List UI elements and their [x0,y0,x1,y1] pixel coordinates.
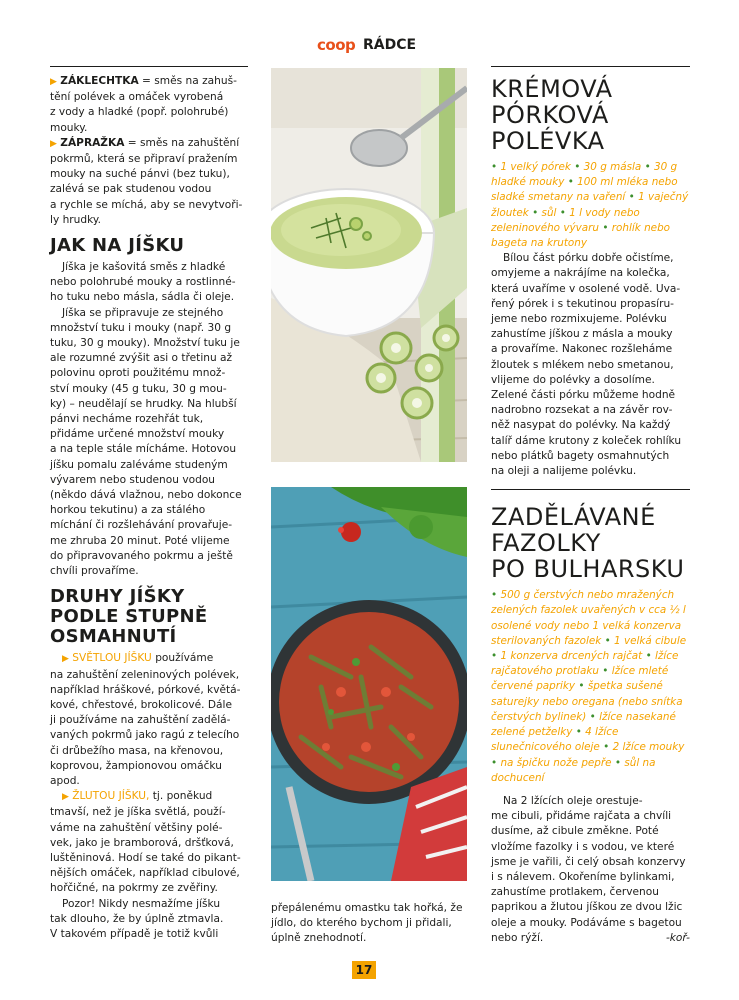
page-number: 17 [352,961,376,979]
page-header [0,36,739,56]
middle-continuation-text: přepálenému omastku tak hořká, že jídlo, do kterého bychom ji přidali, úplně znehodnotí. [271,902,463,945]
triangle-bullet-icon: ▶ [50,77,57,87]
heading-jak-na-jisku: JAK NA JÍŠKU [50,235,185,257]
triangle-bullet-icon: ▶ [62,792,69,803]
author-signature: -koř- [665,931,690,944]
recipe2-title: ZADĚLÁVANÉ FAZOLKY PO BULHARSKU [491,503,685,584]
zaklechtka-term: ZÁKLECHTKA [60,75,139,87]
triangle-bullet-icon: ▶ [50,138,57,149]
zaklechtka-definition: ▶ ZÁKLECHTKA = směs na zahuš- tění polévek a omáček vyrobená z vody a hladké (popř. polohrubé) mouky. [50,75,237,134]
beans-illustration [271,487,467,881]
heading-druhy-jisky: DRUHY JÍŠKY PODLE STUPNĚ OSMAHNUTÍ [50,586,208,648]
left-column [50,74,248,942]
paragraph-svetla-jiska: ▶ SVĚTLOU JÍŠKU používáme na zahuštění zeleninových polévek, například hráškové, pórkové, květá- kové, chřestové, brokolicové. Dále ji používáme na zahuštění zadělá- vaných pokrmů jako ragú z telecího či drůbežího masa, na křenovou, koprovou, žampionovou omáčku apod. [50,652,241,787]
zluta-jiska-term: ŽLUTOU JÍŠKU, [72,790,150,803]
recipe2-ingredients: • 500 g čerstvých nebo mražených zelených fazolek uvařených v cca ½ l osolené vody nebo 1 velká konzerva sterilovaných fazolek • 1 velká cibule • 1 konzerva drcených rajčat • lžíce rajčatového protlaku • lžíce mleté červené papriky • špetka sušené saturejky nebo oregana (nebo snítka čerstvých bylinek) • lžíce nasekané zelené petželky • 4 lžíce slunečnicového oleje • 2 lžíce mouky • na špičku nože pepře • sůl na dochucení [491,589,687,784]
paragraph-jiska-preparation: Jíška se připravuje ze stejného množství tuku i mouky (např. 30 g tuku, 30 g mouky). Množství tuku je ale rozumné zvýšit asi o třetinu až polovinu oproti použitému množ- ství mouky (45 g tuku, 30 g mou- ky) – neudělají se hrudky. Na hlubší pánvi necháme rozehřát tuk, přidáme určené množství mouky a na teple stále mícháme. Hotovou jíšku pomalu zaléváme studeným vývarem nebo studenou vodou (někdo dává vlažnou, nebo dokonce horkou tekutinu) a za stálého míchání či rozšlehávání provařuje- me zhruba 20 minut. Poté vlijeme do připravovaného pokrmu a ještě chvíli provaříme. [50,306,242,578]
recipe1-title: KRÉMOVÁ PÓRKOVÁ POLÉVKA [491,75,613,155]
header-rule-left [50,66,248,67]
recipe-divider [491,489,690,490]
leek-soup-illustration [271,68,467,462]
bulgarian-beans-photo [271,487,467,881]
header-rule-right [491,66,690,67]
paragraph-jiska-intro: Jíška je kašovitá směs z hladké nebo polohrubé mouky a rostlinné- ho tuku nebo másla, sádla či oleje. [50,261,236,304]
zapraska-term: ZÁPRAŽKA [60,136,125,149]
right-column [491,76,690,946]
leek-soup-photo [271,68,467,462]
section-title: RÁDCE [363,37,417,53]
triangle-bullet-icon: ▶ [62,654,69,665]
recipe1-method: Bílou část pórku dobře očistíme, omyjeme a nakrájíme na kolečka, která uvaříme v osolené vodě. Uva- řený pórek i s tekutinou propasíru- jeme nebo rozmixujeme. Polévku zahustíme jíškou z másla a mouky a provaříme. Nakonec rozšleháme žloutek s mlékem nebo smetanou, vlijeme do polévky a dosolíme. Zelené části pórku můžeme hodně nadrobno rozsekat a na závěr rov- něž nasypat do polévky. Na každý talíř dáme krutony z koleček rohlíku nebo plátků bagety osmahnutých na oleji a nalijeme polévku. [491,252,682,478]
paragraph-pozor: Pozor! Nikdy nesmažíme jíšku tak dlouho, že by úplně ztmavla. V takovém případě je totiž kvůli [50,897,224,940]
paragraph-zluta-jiska: ▶ ŽLUTOU JÍŠKU, tj. poněkud tmavší, než je jíška světlá, použí- váme na zahuštění většiny polé- vek, jako je bramborová, dršťková, luštěninová. Hodí se také do pikant- nějších omáček, například cibulové, hořčičné, na pokrmy ze zvěřiny. [50,790,241,895]
zapraska-definition: ▶ ZÁPRAŽKA = směs na zahuštění pokrmů, která se připraví pražením mouky na suché pánvi (bez tuku), zalévá se pak studenou vodou a rychle se míchá, aby se nevytvoři- ly hrudky. [50,136,243,226]
coop-logo: coop [317,36,356,54]
recipe2-method: Na 2 lžících oleje orestuje- me cibuli, přidáme rajčata a chvíli dusíme, až cibule změkne. Poté vložíme fazolky i s vodou, ve které jsme je vařili, či celý obsah konzervy i s nálevem. Okořeníme bylinkami, zahustíme protlakem, červenou paprikou a žlutou jíškou ze dvou lžic oleje a mouky. Podáváme s bagetou nebo rýží. -koř- [491,794,690,946]
recipe1-ingredients: • 1 velký pórek • 30 g másla • 30 g hladké mouky • 100 ml mléka nebo sladké smetany na vaření • 1 vaječný žloutek • sůl • 1 l vody nebo zeleninového vývaru • rohlík nebo bageta na krutony [491,161,689,250]
svetla-jiska-term: SVĚTLOU JÍŠKU [72,652,152,665]
